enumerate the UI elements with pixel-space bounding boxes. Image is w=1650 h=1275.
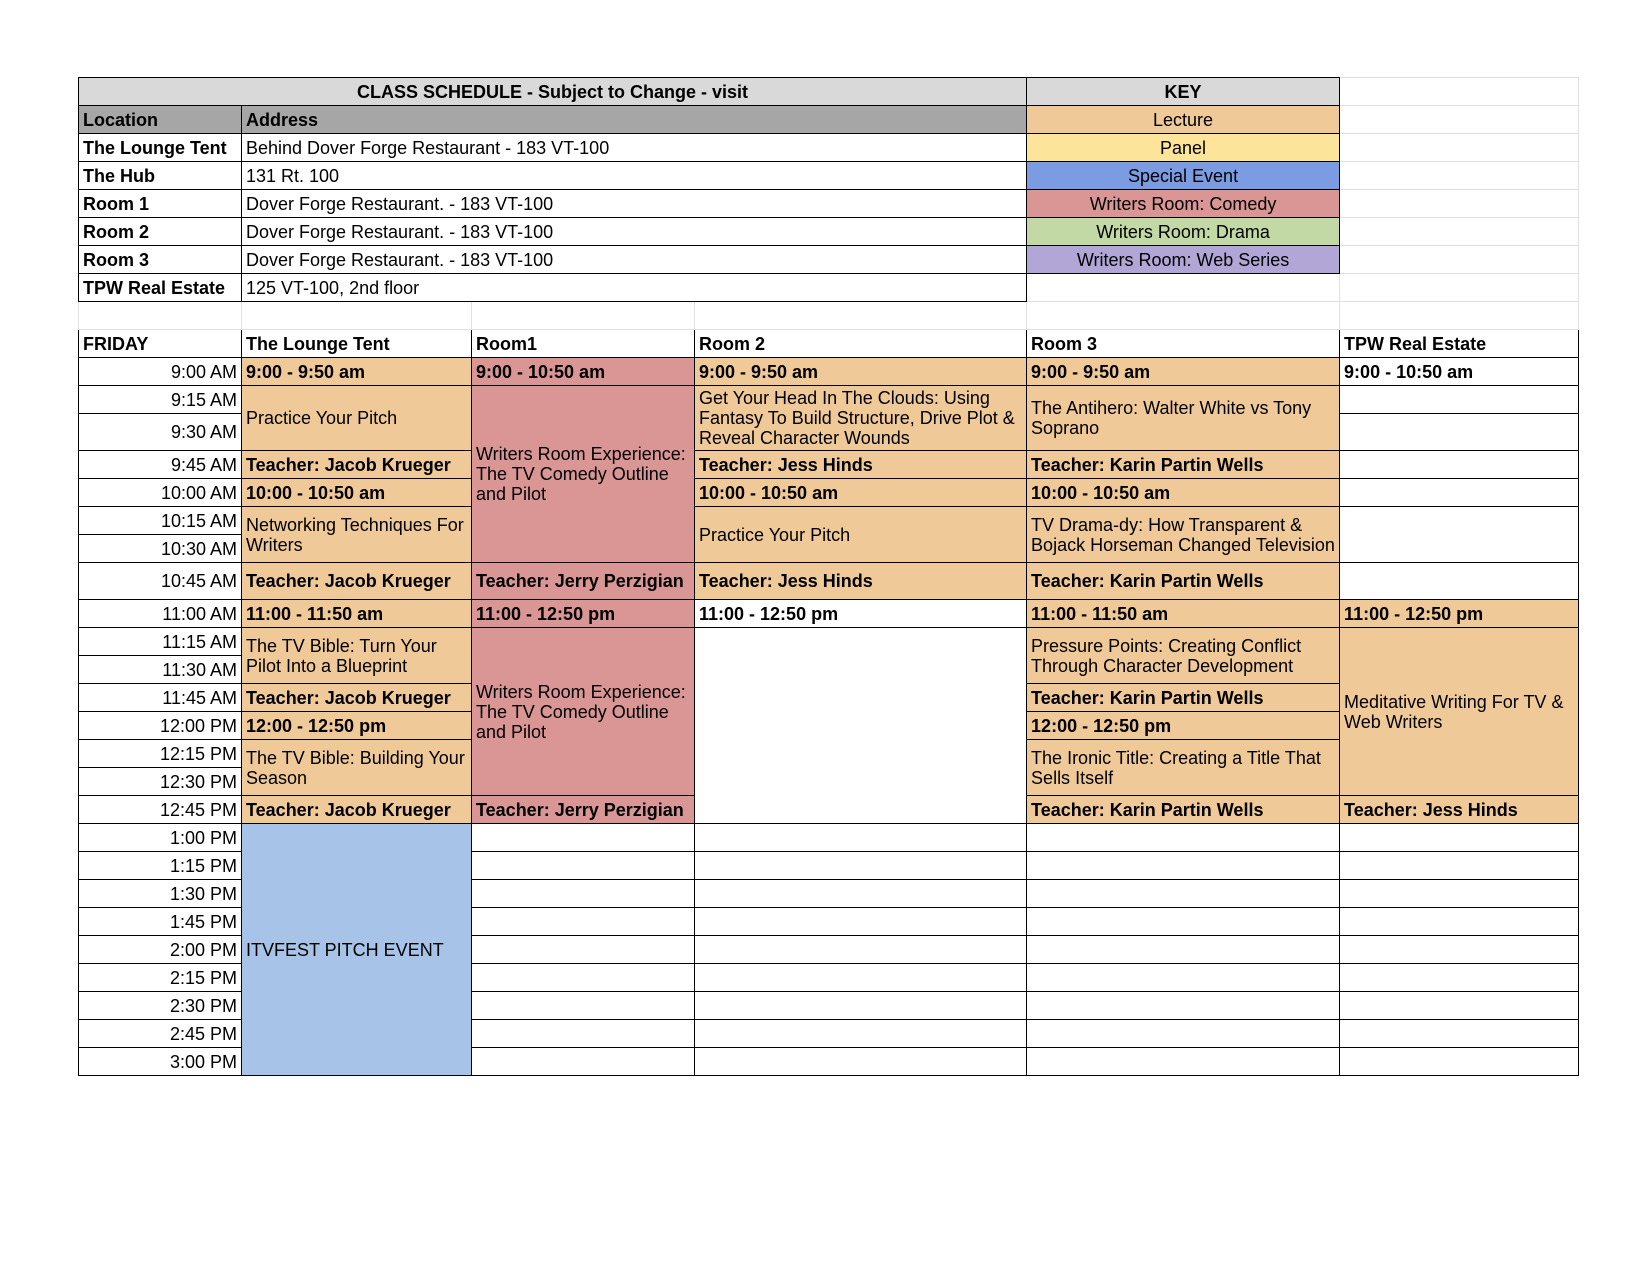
key-item-special-event: Special Event [1027,162,1340,190]
key-item-lecture: Lecture [1027,106,1340,134]
schedule-sheet [78,77,1579,1076]
session-teacher: Teacher: Karin Partin Wells [1027,684,1340,712]
session-time: 9:00 - 9:50 am [242,358,472,386]
time-label: 2:00 PM [79,936,242,964]
session-teacher: Teacher: Karin Partin Wells [1027,563,1340,600]
time-label: 10:45 AM [79,563,242,600]
column-header: The Lounge Tent [242,330,472,358]
location-name: Room 3 [79,246,242,274]
key-title: KEY [1027,78,1340,106]
column-header: Room1 [472,330,695,358]
key-item-writers-room-web-series: Writers Room: Web Series [1027,246,1340,274]
key-item-panel: Panel [1027,134,1340,162]
key-item-writers-room-drama: Writers Room: Drama [1027,218,1340,246]
session-teacher: Teacher: Jerry Perzigian [472,563,695,600]
time-label: 9:00 AM [79,358,242,386]
session-teacher: Teacher: Jerry Perzigian [472,796,695,824]
time-label: 10:30 AM [79,535,242,563]
session-title: Get Your Head In The Clouds: Using Fantasy To Build Structure, Drive Plot & Reveal Character Wounds [695,386,1027,451]
column-header: Room 3 [1027,330,1340,358]
location-header: Location [79,106,242,134]
session-title: The Ironic Title: Creating a Title That Sells Itself [1027,740,1340,796]
time-label: 10:15 AM [79,507,242,535]
day-header: FRIDAY [79,330,242,358]
session-teacher: Teacher: Jess Hinds [1340,796,1579,824]
session-teacher: Teacher: Karin Partin Wells [1027,451,1340,479]
session-time: 9:00 - 9:50 am [695,358,1027,386]
location-address: Behind Dover Forge Restaurant - 183 VT-100 [242,134,1027,162]
time-label: 11:15 AM [79,628,242,656]
session-teacher: Teacher: Jess Hinds [695,451,1027,479]
time-label: 1:00 PM [79,824,242,852]
session-time: 10:00 - 10:50 am [242,479,472,507]
time-label: 2:15 PM [79,964,242,992]
column-header: Room 2 [695,330,1027,358]
session-time: 11:00 - 12:50 pm [472,600,695,628]
session-teacher: Teacher: Jacob Krueger [242,451,472,479]
session-time: 11:00 - 12:50 pm [695,600,1027,628]
session-title: TV Drama-dy: How Transparent & Bojack Horseman Changed Television [1027,507,1340,563]
schedule-title: CLASS SCHEDULE - Subject to Change - visit [79,78,1027,106]
time-label: 1:45 PM [79,908,242,936]
time-label: 12:45 PM [79,796,242,824]
session-teacher: Teacher: Karin Partin Wells [1027,796,1340,824]
session-time: 10:00 - 10:50 am [695,479,1027,507]
time-label: 12:30 PM [79,768,242,796]
session-title: Practice Your Pitch [242,386,472,451]
session-title: Networking Techniques For Writers [242,507,472,563]
session-time: 9:00 - 10:50 am [472,358,695,386]
time-label: 12:15 PM [79,740,242,768]
session-teacher: Teacher: Jacob Krueger [242,796,472,824]
location-name: Room 2 [79,218,242,246]
session-time: 12:00 - 12:50 pm [1027,712,1340,740]
location-address: 131 Rt. 100 [242,162,1027,190]
session-teacher: Teacher: Jess Hinds [695,563,1027,600]
time-label: 12:00 PM [79,712,242,740]
session-time: 11:00 - 11:50 am [1027,600,1340,628]
time-label: 11:30 AM [79,656,242,684]
session-title: Writers Room Experience: The TV Comedy Outline and Pilot [472,386,695,563]
location-address: Dover Forge Restaurant. - 183 VT-100 [242,218,1027,246]
session-time: 10:00 - 10:50 am [1027,479,1340,507]
time-label: 1:15 PM [79,852,242,880]
time-label: 3:00 PM [79,1048,242,1076]
session-title: Meditative Writing For TV & Web Writers [1340,628,1579,796]
session-title: The Antihero: Walter White vs Tony Soprano [1027,386,1340,451]
session-title: Practice Your Pitch [695,507,1027,563]
session-time: 11:00 - 12:50 pm [1340,600,1579,628]
session-teacher: Teacher: Jacob Krueger [242,684,472,712]
session-teacher: Teacher: Jacob Krueger [242,563,472,600]
time-label: 9:45 AM [79,451,242,479]
session-time: 9:00 - 10:50 am [1340,358,1579,386]
time-label: 1:30 PM [79,880,242,908]
session-title: The TV Bible: Turn Your Pilot Into a Blueprint [242,628,472,684]
location-name: The Lounge Tent [79,134,242,162]
time-label: 2:30 PM [79,992,242,1020]
session-title: The TV Bible: Building Your Season [242,740,472,796]
time-label: 2:45 PM [79,1020,242,1048]
pitch-event: ITVFEST PITCH EVENT [242,824,472,1076]
session-title: Writers Room Experience: The TV Comedy Outline and Pilot [472,628,695,796]
session-time: 11:00 - 11:50 am [242,600,472,628]
location-address: Dover Forge Restaurant. - 183 VT-100 [242,190,1027,218]
address-header: Address [242,106,1027,134]
location-name: Room 1 [79,190,242,218]
session-time: 12:00 - 12:50 pm [242,712,472,740]
key-item-writers-room-comedy: Writers Room: Comedy [1027,190,1340,218]
session-time: 9:00 - 9:50 am [1027,358,1340,386]
location-name: TPW Real Estate [79,274,242,302]
column-header: TPW Real Estate [1340,330,1579,358]
time-label: 11:00 AM [79,600,242,628]
location-address: Dover Forge Restaurant. - 183 VT-100 [242,246,1027,274]
time-label: 11:45 AM [79,684,242,712]
time-label: 10:00 AM [79,479,242,507]
location-address: 125 VT-100, 2nd floor [242,274,1027,302]
session-title: Pressure Points: Creating Conflict Through Character Development [1027,628,1340,684]
location-name: The Hub [79,162,242,190]
time-label: 9:15 AM [79,386,242,414]
time-label: 9:30 AM [79,414,242,451]
